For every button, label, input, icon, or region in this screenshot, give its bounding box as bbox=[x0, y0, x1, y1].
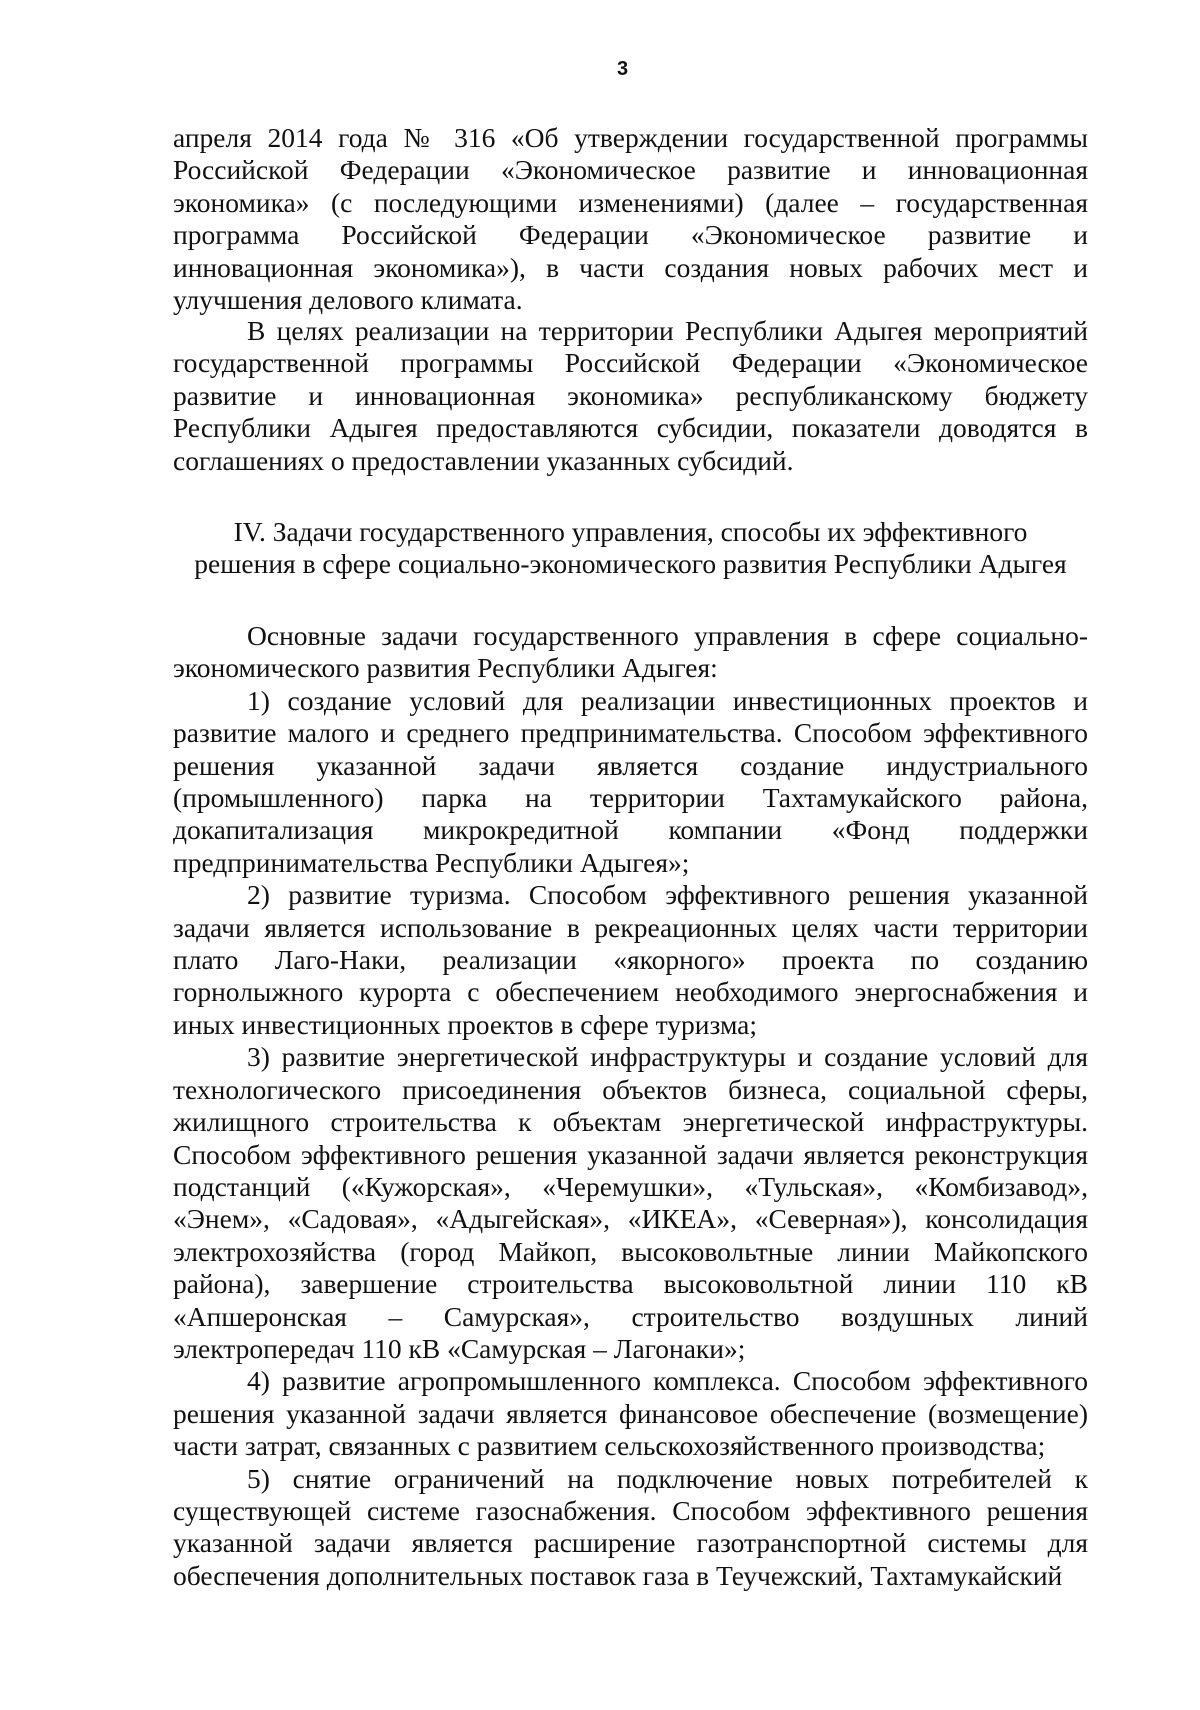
paragraph-task-5: 5) снятие ограничений на подключение новых потребителей к существующей системе газоснабжения. Способом эффективного решения указанной задачи является расширение газотранспортной системы для обеспечения дополнительных поставок газа в Теучежский, Тахтамукайский bbox=[173, 1462, 1088, 1591]
paragraph-task-1: 1) создание условий для реализации инвестиционных проектов и развитие малого и среднего предпринимательства. Способом эффективного решения указанной задачи является создание индустриального (промышленного) парка на территории Тахтамукайского района, докапитализация микрокредитной компании «Фонд поддержки предпринимательства Республики Адыгея»; bbox=[173, 684, 1088, 878]
paragraph-program-reference: апреля 2014 года № 316 «Об утверждении государственной программы Российской Федерации «Экономическое развитие и инновационная экономика» (с последующими изменениями) (далее – государственная программа Российской Федерации «Экономическое развитие и инновационная экономика»), в части создания новых рабочих мест и улучшения делового климата. bbox=[173, 122, 1088, 316]
paragraph-task-2: 2) развитие туризма. Способом эффективного решения указанной задачи является использование в рекреационных целях части территории плато Лаго-Наки, реализации «якорного» проекта по созданию горнолыжного курорта с обеспечением необходимого энергоснабжения и иных инвестиционных проектов в сфере туризма; bbox=[173, 879, 1088, 1040]
paragraph-tasks-intro: Основные задачи государственного управления в сфере социально-экономического развития Республики Адыгея: bbox=[173, 620, 1088, 684]
intro-text-block bbox=[173, 122, 1088, 316]
section-heading-line-1: IV. Задачи государственного управления, способы их эффективного bbox=[233, 516, 1028, 547]
tasks-text-block bbox=[173, 620, 1088, 1592]
paragraph-subsidies: В целях реализации на территории Республики Адыгея мероприятий государственной программы Российской Федерации «Экономическое развитие и инновационная экономика» республиканскому бюджету Республики Адыгея предоставляются субсидии, показатели доводятся в соглашениях о предоставлении указанных субсидий. bbox=[173, 315, 1088, 476]
subsidies-text-block bbox=[173, 315, 1088, 477]
paragraph-task-3: 3) развитие энергетической инфраструктуры и создание условий для технологического присоединения объектов бизнеса, социальной сферы, жилищного строительства к объектам энергетической инфраструктуры. Способом эффективного решения указанной задачи является реконструкция подстанций («Кужорская», «Черемушки», «Тульская», «Комбизавод», «Энем», «Садовая», «Адыгейская», «ИКЕА», «Северная»), консолидация электрохозяйства (город Майкоп, высоковольтные линии Майкопского района), завершение строительства высоковольтной линии 110 кВ «Апшеронская – Самурская», строительство воздушных линий электропередач 110 кВ «Самурская – Лагонаки»; bbox=[173, 1041, 1088, 1364]
paragraph-task-4: 4) развитие агропромышленного комплекса. Способом эффективного решения указанной задачи является финансовое обеспечение (возмещение) части затрат, связанных с развитием сельскохозяйственного производства; bbox=[173, 1365, 1088, 1462]
section-heading bbox=[173, 516, 1088, 581]
page-number: 3 bbox=[616, 58, 629, 80]
section-heading-line-2: решения в сфере социально-экономического развития Республики Адыгея bbox=[194, 548, 1067, 580]
